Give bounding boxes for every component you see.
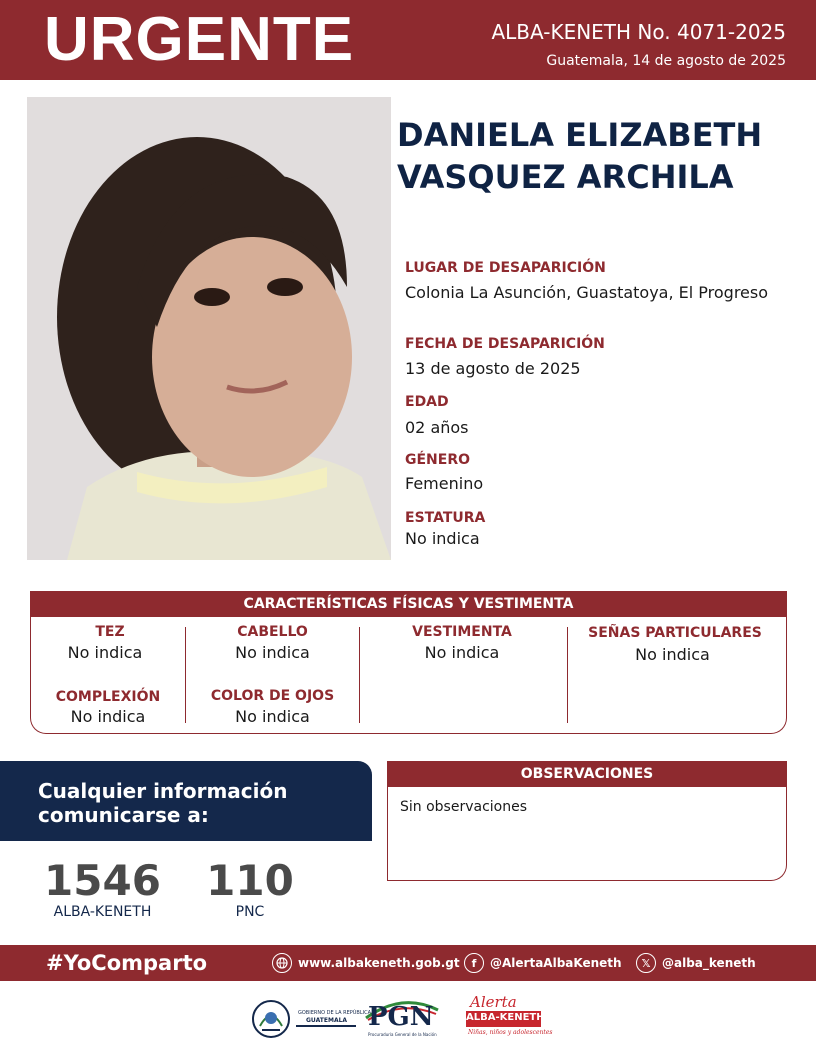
hair-label: CABELLO xyxy=(237,624,308,640)
alerta-subtitle: Niñas, niños y adolescentes xyxy=(468,1029,553,1036)
globe-icon xyxy=(272,953,292,973)
marks-label: SEÑAS PARTICULARES xyxy=(588,625,762,641)
facebook-link[interactable] xyxy=(464,952,622,974)
divider xyxy=(359,627,360,723)
hashtag: #YoComparto xyxy=(46,951,208,975)
hair-value: No indica xyxy=(235,643,310,662)
logos-strip xyxy=(0,990,816,1050)
phone-pnc[interactable]: 110 xyxy=(206,856,294,905)
place-value: Colonia La Asunción, Guastatoya, El Progreso xyxy=(405,283,769,302)
divider xyxy=(185,627,186,723)
person-name-line1: DANIELA ELIZABETH xyxy=(397,116,763,154)
place-label: LUGAR DE DESAPARICIÓN xyxy=(405,260,606,276)
divider xyxy=(567,627,568,723)
height-value: No indica xyxy=(405,529,480,548)
phone-alba-keneth-label: ALBA-KENETH xyxy=(53,904,152,920)
observations-title: OBSERVACIONES xyxy=(387,761,787,787)
pgn-logo: PGN xyxy=(368,1002,434,1032)
marks-value: No indica xyxy=(635,645,710,664)
gov-line2: GUATEMALA xyxy=(306,1017,348,1024)
website-text: www.albakeneth.gob.gt xyxy=(298,956,460,970)
gender-label: GÉNERO xyxy=(405,452,471,468)
contact-line2: comunicarse a: xyxy=(38,803,209,827)
gov-line1: GOBIERNO DE LA REPÚBLICA xyxy=(298,1010,372,1016)
contact-text xyxy=(38,779,288,827)
age-value: 02 años xyxy=(405,418,469,437)
person-name-line2: VASQUEZ ARCHILA xyxy=(397,158,734,196)
build-value: No indica xyxy=(70,707,146,726)
x-link[interactable] xyxy=(636,952,756,974)
person-name xyxy=(397,114,812,198)
divider xyxy=(296,1025,356,1027)
tez-value: No indica xyxy=(67,643,143,662)
coat-of-arms-icon xyxy=(250,998,292,1040)
pgn-subtitle: Procuraduría General de la Nación xyxy=(368,1032,437,1037)
age-label: EDAD xyxy=(405,394,449,410)
contact-line1: Cualquier información xyxy=(38,779,288,803)
eyes-label: COLOR DE OJOS xyxy=(210,688,335,704)
height-label: ESTATURA xyxy=(405,510,486,526)
build-label: COMPLEXIÓN xyxy=(55,689,161,705)
facebook-icon: f xyxy=(464,953,484,973)
alert-date: Guatemala, 14 de agosto de 2025 xyxy=(546,53,786,69)
urgent-title: URGENTE xyxy=(44,5,355,74)
characteristics-title: CARACTERÍSTICAS FÍSICAS Y VESTIMENTA xyxy=(30,591,787,617)
tez-label: TEZ xyxy=(95,624,125,640)
gender-value: Femenino xyxy=(405,474,484,493)
date-label: FECHA DE DESAPARICIÓN xyxy=(405,336,605,352)
alba-keneth-logo-text: ALBA-KENETH xyxy=(466,1012,545,1023)
observations-text: Sin observaciones xyxy=(400,799,528,815)
clothing-label: VESTIMENTA xyxy=(412,624,512,640)
missing-child-photo xyxy=(27,97,391,560)
x-text: @alba_keneth xyxy=(662,956,756,970)
eyes-value: No indica xyxy=(235,707,310,726)
alert-number: ALBA-KENETH No. 4071-2025 xyxy=(491,20,786,44)
facebook-text: @AlertaAlbaKeneth xyxy=(490,956,622,970)
phone-pnc-label: PNC xyxy=(235,904,265,920)
clothing-value: No indica xyxy=(424,643,500,662)
x-icon: 𝕏 xyxy=(636,953,656,973)
phone-alba-keneth[interactable]: 1546 xyxy=(44,856,161,905)
date-value: 13 de agosto de 2025 xyxy=(405,359,581,378)
website-link[interactable] xyxy=(272,952,460,974)
alerta-logo-text: Alerta xyxy=(470,993,517,1011)
